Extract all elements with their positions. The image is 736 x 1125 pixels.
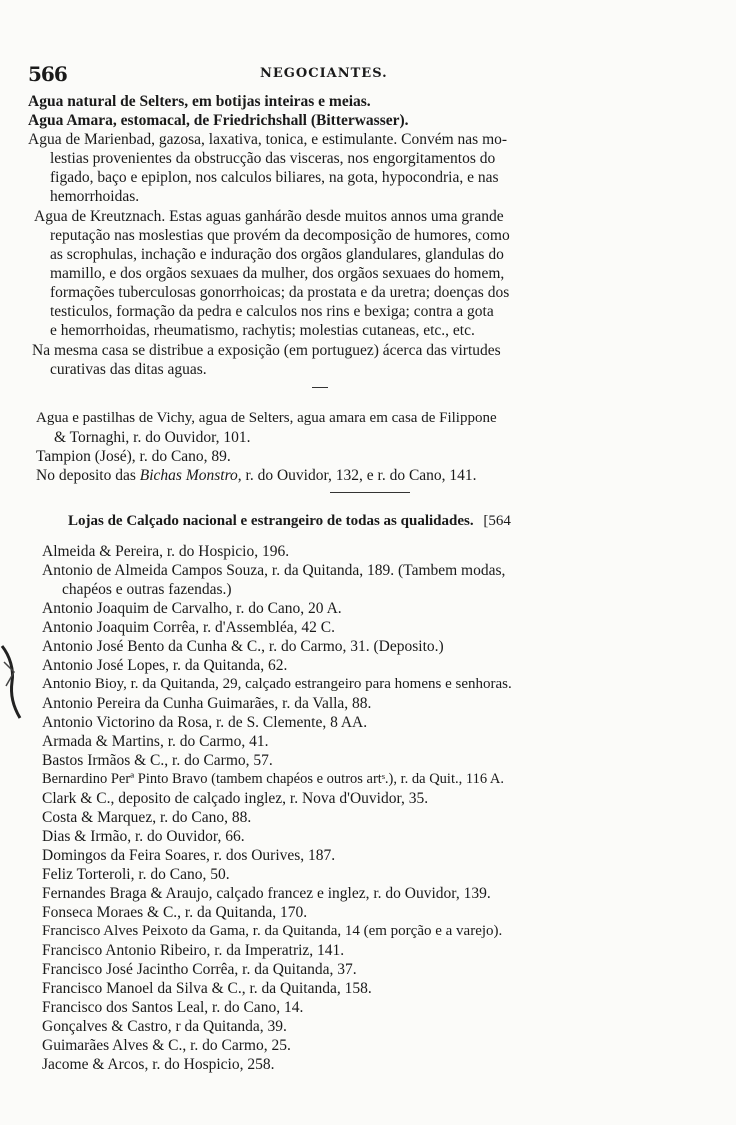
heading-reference: [564 <box>483 513 511 529</box>
list-item: Armada & Martins, r. do Carmo, 41. <box>42 733 269 750</box>
list-item: Domingos da Feira Soares, r. dos Ourives, 187. <box>42 847 336 864</box>
list-item: Bastos Irmãos & C., r. do Carmo, 57. <box>42 752 273 769</box>
list-item: chapéos e outras fazendas.) <box>62 581 232 598</box>
section-heading <box>68 512 511 531</box>
list-item: Antonio José Bento da Cunha & C., r. do Carmo, 31. (Deposito.) <box>42 638 444 655</box>
list-item: Francisco Antonio Ribeiro, r. da Imperatriz, 141. <box>42 942 345 959</box>
entry-line: Agua de Marienbad, gazosa, laxativa, tonica, e estimulante. Convém nas mo- <box>28 131 508 148</box>
list-item: Clark & C., deposito de calçado inglez, r. Nova d'Ouvidor, 35. <box>42 790 429 807</box>
list-item: Jacome & Arcos, r. do Hospicio, 258. <box>42 1056 275 1073</box>
list-item: Fonseca Moraes & C., r. da Quitanda, 170. <box>42 904 308 921</box>
entry-line: testiculos, formação da pedra e calculos nos rins e bexiga; contra a gota <box>50 303 494 320</box>
entry-line: hemorrhoidas. <box>50 188 140 205</box>
list-item: Costa & Marquez, r. do Cano, 88. <box>42 809 252 826</box>
entry-line: formações tuberculosas gonorrhoicas; da prostata e da uretra; doenças dos <box>50 284 510 301</box>
entry-line: & Tornaghi, r. do Ouvidor, 101. <box>54 429 251 446</box>
list-item: Antonio Joaquim Corrêa, r. d'Assembléa, 42 C. <box>42 619 335 636</box>
entry-line: figado, baço e epiplon, nos calculos biliares, na gota, hypocondria, e nas <box>50 169 499 186</box>
entry-line: Tampion (José), r. do Cano, 89. <box>36 448 231 465</box>
divider-rule <box>330 492 410 493</box>
list-item: Francisco José Jacintho Corrêa, r. da Quitanda, 37. <box>42 961 357 978</box>
entry-line: mamillo, e dos orgãos sexuaes da mulher, dos orgãos sexuaes do homem, <box>50 265 505 282</box>
entry-line: Agua natural de Selters, em botijas inteiras e meias. <box>28 93 371 110</box>
running-title: NEGOCIANTES. <box>260 66 388 81</box>
list-item: Francisco Manoel da Silva & C., r. da Quitanda, 158. <box>42 980 372 997</box>
heading-text: Lojas de Calçado nacional e estrangeiro de todas as qualidades. <box>68 513 474 529</box>
list-item: Antonio de Almeida Campos Souza, r. da Quitanda, 189. (Tambem modas, <box>42 562 506 579</box>
list-item: Antonio Victorino da Rosa, r. de S. Clemente, 8 AA. <box>42 714 368 731</box>
list-item: Feliz Torteroli, r. do Cano, 50. <box>42 866 230 883</box>
page-number: 566 <box>28 62 67 86</box>
list-item: Antonio Pereira da Cunha Guimarães, r. da Valla, 88. <box>42 695 372 712</box>
entry-line: curativas das ditas aguas. <box>50 361 207 378</box>
list-item: Gonçalves & Castro, r da Quitanda, 39. <box>42 1018 287 1035</box>
list-item: Francisco Alves Peixoto da Gama, r. da Quitanda, 14 (em porção e a varejo). <box>42 923 503 939</box>
entry-line <box>36 466 477 485</box>
entry-line: Agua Amara, estomacal, de Friedrichshall (Bitterwasser). <box>28 112 409 129</box>
list-item: Fernandes Braga & Araujo, calçado francez e inglez, r. do Ouvidor, 139. <box>42 885 491 902</box>
entry-line: Agua e pastilhas de Vichy, agua de Selters, agua amara em casa de Filippone <box>36 410 497 426</box>
list-item: Antonio Joaquim de Carvalho, r. do Cano, 20 A. <box>42 600 342 617</box>
margin-clip-mark <box>0 642 22 722</box>
list-item: Francisco dos Santos Leal, r. do Cano, 14. <box>42 999 304 1016</box>
list-item: Antonio José Lopes, r. da Quitanda, 62. <box>42 657 288 674</box>
entry-line: Na mesma casa se distribue a exposição (em portuguez) ácerca das virtudes <box>32 342 501 359</box>
list-item: Dias & Irmão, r. do Ouvidor, 66. <box>42 828 245 845</box>
entry-line: lestias provenientes da obstrucção das visceras, nos engorgitamentos do <box>50 150 496 167</box>
entry-line: as scrophulas, inchação e induração dos orgãos glandulares, glandulas do <box>50 246 504 263</box>
list-item: Almeida & Pereira, r. do Hospicio, 196. <box>42 543 290 560</box>
entry-text-italic: Bichas Monstro <box>139 467 238 484</box>
entry-text: No deposito das <box>36 467 140 484</box>
entry-line: Agua de Kreutznach. Estas aguas ganhárão desde muitos annos uma grande <box>34 208 504 225</box>
entry-line: e hemorrhoidas, rheumatismo, rachytis; molestias cutaneas, etc., etc. <box>50 322 475 339</box>
short-divider <box>312 387 328 388</box>
list-item: Antonio Bioy, r. da Quitanda, 29, calçado estrangeiro para homens e senhoras. <box>42 676 512 692</box>
page-header <box>28 62 718 88</box>
entry-line: reputação nas moslestias que provém da decomposição de humores, como <box>50 227 510 244</box>
list-item: Guimarães Alves & C., r. do Carmo, 25. <box>42 1037 291 1054</box>
entry-text: , r. do Ouvidor, 132, e r. do Cano, 141. <box>237 467 477 484</box>
list-item: Bernardino Perª Pinto Bravo (tambem chapéos e outros artˢ.), r. da Quit., 116 A. <box>42 771 504 787</box>
